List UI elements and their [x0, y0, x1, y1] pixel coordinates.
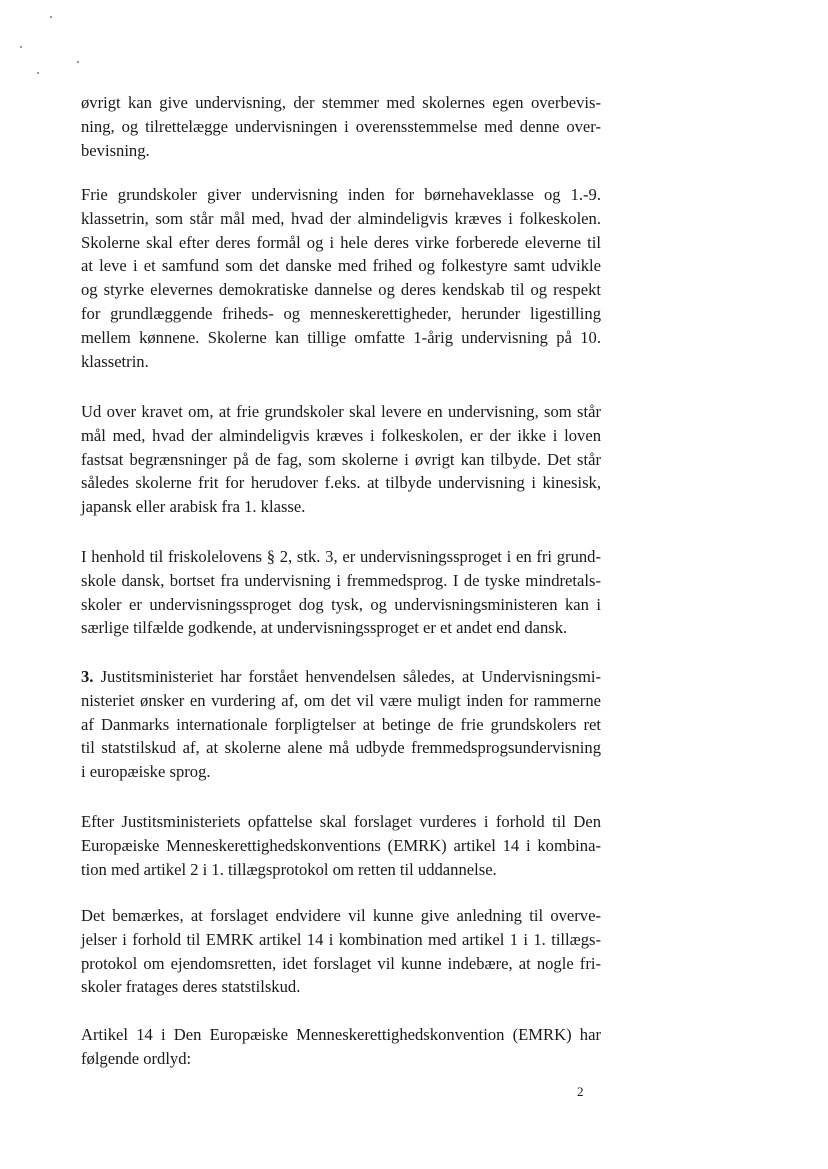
text-line: Skolerne skal efter deres formål og i hele deres virke forberede eleverne til	[81, 232, 601, 252]
paragraph-property-rights	[81, 904, 601, 999]
text-line: Europæiske Menneskerettighedskonventions (EMRK) artikel 14 i kombina-	[81, 835, 601, 855]
text-line-content: Justitsministeriet har forstået henvendelsen således, at Undervisningsmi-	[93, 667, 601, 686]
paragraph-article-14-intro	[81, 1023, 601, 1071]
scan-speck	[50, 16, 52, 18]
text-line: Ud over kravet om, at frie grundskoler skal levere en undervisning, som står	[81, 402, 601, 421]
text-line: I henhold til friskolelovens § 2, stk. 3, er undervisningssproget i en fri grund-	[81, 547, 601, 566]
page-number: 2	[577, 1084, 584, 1099]
paragraph-continuation	[81, 91, 601, 162]
text-line: klassetrin, som står mål med, hvad der almindeligvis kræves i folkeskolen.	[81, 208, 601, 228]
scan-speck	[37, 72, 39, 74]
text-line: protokol om ejendomsretten, idet forslaget vil kunne indebære, at nogle fri-	[81, 953, 601, 973]
paragraph-language-of-instruction	[81, 545, 601, 640]
text-line: af Danmarks internationale forpligtelser at betinge de frie grundskolers ret	[81, 714, 601, 734]
text-line: at leve i et samfund som det danske med frihed og folkestyre samt udvikle	[81, 256, 601, 276]
text-line: jelser i forhold til EMRK artikel 14 i kombination med artikel 1 i 1. tillægs-	[81, 929, 601, 949]
text-line: skoler er undervisningssproget dog tysk, og undervisningsministeren kan i	[81, 594, 601, 614]
text-line: Frie grundskoler giver undervisning inden for børnehaveklasse og 1.-9.	[81, 185, 601, 204]
text-line: tion med artikel 2 i 1. tillægsprotokol om retten til uddannelse.	[81, 859, 497, 879]
paragraph-section-3	[81, 665, 601, 784]
paragraph-emrk-assessment	[81, 810, 601, 881]
text-line: og styrke elevernes demokratiske dannelse og deres kendskab til og respekt	[81, 280, 601, 300]
text-line: følgende ordlyd:	[81, 1048, 192, 1068]
text-line: i europæiske sprog.	[81, 762, 211, 782]
text-line: bevisning.	[81, 140, 150, 160]
text-line: klassetrin.	[81, 351, 149, 371]
text-line: Efter Justitsministeriets opfattelse skal forslaget vurderes i forhold til Den	[81, 812, 601, 831]
text-line: Det bemærkes, at forslaget endvidere vil kunne give anledning til overve-	[81, 906, 601, 925]
paragraph-curriculum	[81, 400, 601, 519]
text-line: særlige tilfælde godkende, at undervisningssproget er et andet end dansk.	[81, 618, 568, 638]
text-line: mål med, hvad der almindeligvis kræves i folkeskolen, er der ikke i loven	[81, 425, 601, 445]
text-line: japansk eller arabisk fra 1. klasse.	[81, 497, 306, 517]
text-line: ning, og tilrettelægge undervisningen i overensstemmelse med denne over-	[81, 116, 601, 136]
scan-speck	[77, 61, 79, 63]
text-line: Artikel 14 i Den Europæiske Menneskerettighedskonvention (EMRK) har	[81, 1025, 601, 1044]
text-line: skoler fratages deres statstilskud.	[81, 977, 301, 997]
text-line	[81, 665, 601, 689]
section-number: 3.	[81, 667, 94, 686]
text-line: øvrigt kan give undervisning, der stemmer med skolernes egen overbevis-	[81, 93, 601, 112]
text-line: skole dansk, bortset fra undervisning i fremmedsprog. I de tyske mindretals-	[81, 570, 601, 590]
text-line: mellem kønnene. Skolerne kan tillige omfatte 1-årig undervisning på 10.	[81, 327, 601, 347]
text-line: nisteriet ønsker en vurdering af, om det vil være muligt inden for rammerne	[81, 690, 601, 710]
scan-speck	[20, 46, 22, 48]
text-line: således skolerne frit for herudover f.eks. at tilbyde undervisning i kinesisk,	[81, 473, 601, 493]
text-line: fastsat begrænsninger på de fag, som skolerne i øvrigt kan tilbyde. Det står	[81, 449, 601, 469]
text-line: til statstilskud af, at skolerne alene må udbyde fremmedsprogsundervisning	[81, 738, 601, 758]
paragraph-free-schools	[81, 183, 601, 373]
text-line: for grundlæggende friheds- og menneskerettigheder, herunder ligestilling	[81, 303, 601, 323]
